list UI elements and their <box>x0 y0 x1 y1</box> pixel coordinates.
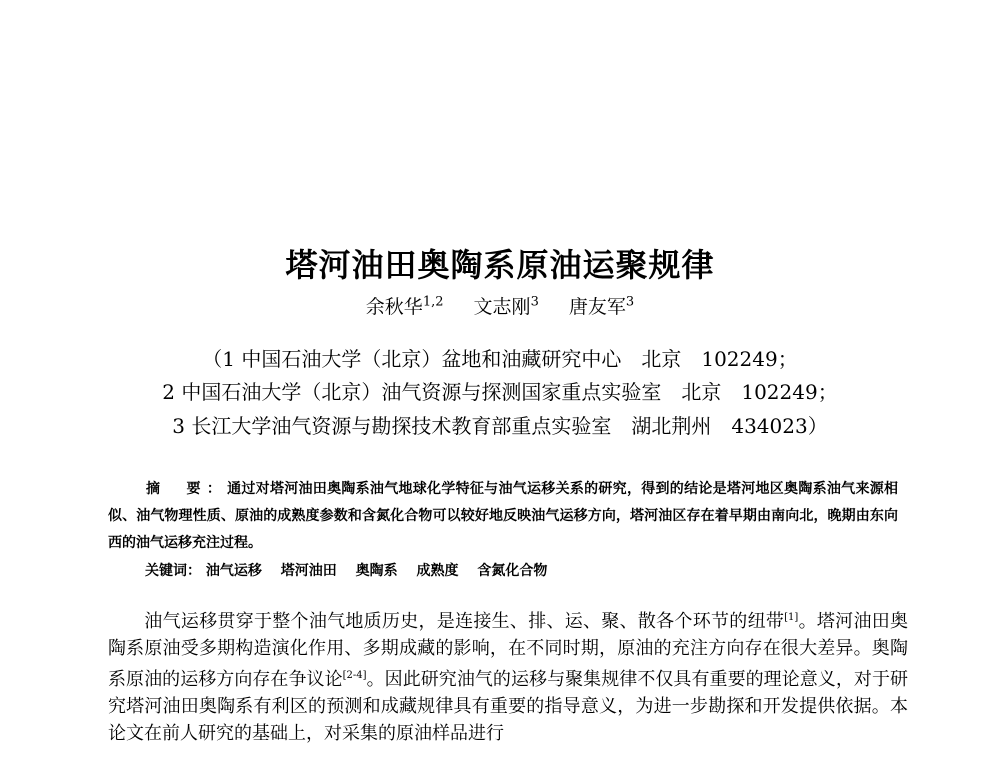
citation-2: [2-4] <box>342 670 367 681</box>
keyword: 油气运移 <box>205 563 262 579</box>
body-text-1: 油气运移贯穿于整个油气地质历史，是连接生、排、运、聚、散各个环节的纽带 <box>144 611 785 632</box>
body-paragraph <box>108 604 908 747</box>
author-3 <box>569 296 634 318</box>
affiliation-1: （1 中国石油大学（北京）盆地和油藏研究中心 北京 102249； <box>202 347 798 371</box>
author-affiliation-mark: 3 <box>625 294 635 310</box>
abstract-text: 通过对塔河油田奥陶系油气地球化学特征与油气运移关系的研究，得到的结论是塔河地区奥陶系油气来源相似、油气物理性质、原油的成熟度参数和含氮化合物可以较好地反映油气运移方向，塔河油区存在着早期由南向北，晚期由东向西的油气运移充注过程。 <box>108 481 899 551</box>
author-name: 唐友军 <box>568 296 626 318</box>
keyword: 成熟度 <box>416 563 459 579</box>
author-2 <box>474 296 539 318</box>
author-name: 文志刚 <box>473 296 531 318</box>
abstract-label: 摘 要： <box>146 481 228 497</box>
abstract <box>108 476 898 557</box>
keyword: 塔河油田 <box>280 563 337 579</box>
author-affiliation-mark: 3 <box>530 294 539 310</box>
affiliation-2: 2 中国石油大学（北京）油气资源与探测国家重点实验室 北京 102249； <box>162 380 838 404</box>
author-1 <box>366 296 444 318</box>
keywords-label: 关键词： <box>145 563 201 579</box>
affiliation-3: 3 长江大学油气资源与勘探技术教育部重点实验室 湖北荆州 434023） <box>172 414 828 438</box>
keyword: 奥陶系 <box>355 563 398 579</box>
author-affiliation-mark: 1,2 <box>422 294 444 310</box>
keyword: 含氮化合物 <box>477 563 548 579</box>
citation-1: [1] <box>784 612 799 623</box>
body-text-2: 。塔河油田奥陶系原油受多期构造演化作用、多期成藏的影响，在不同时期，原油的充注方向存在很大差异。奥陶系原油的运移方向存在争议论 <box>108 611 909 690</box>
author-name: 余秋华 <box>365 296 423 318</box>
keywords <box>145 560 895 580</box>
paper-title: 塔河油田奥陶系原油运聚规律 <box>285 246 715 284</box>
body-text-3: 。因此研究油气的运移与聚集规律不仅具有重要的理论意义，对于研究塔河油田奥陶系有利区的预测和成藏规律具有重要的指导意义，为进一步勘探和开发提供依据。本论文在前人研究的基础上，对采集的原油样品进行 <box>108 669 909 744</box>
author-list <box>0 292 1000 319</box>
